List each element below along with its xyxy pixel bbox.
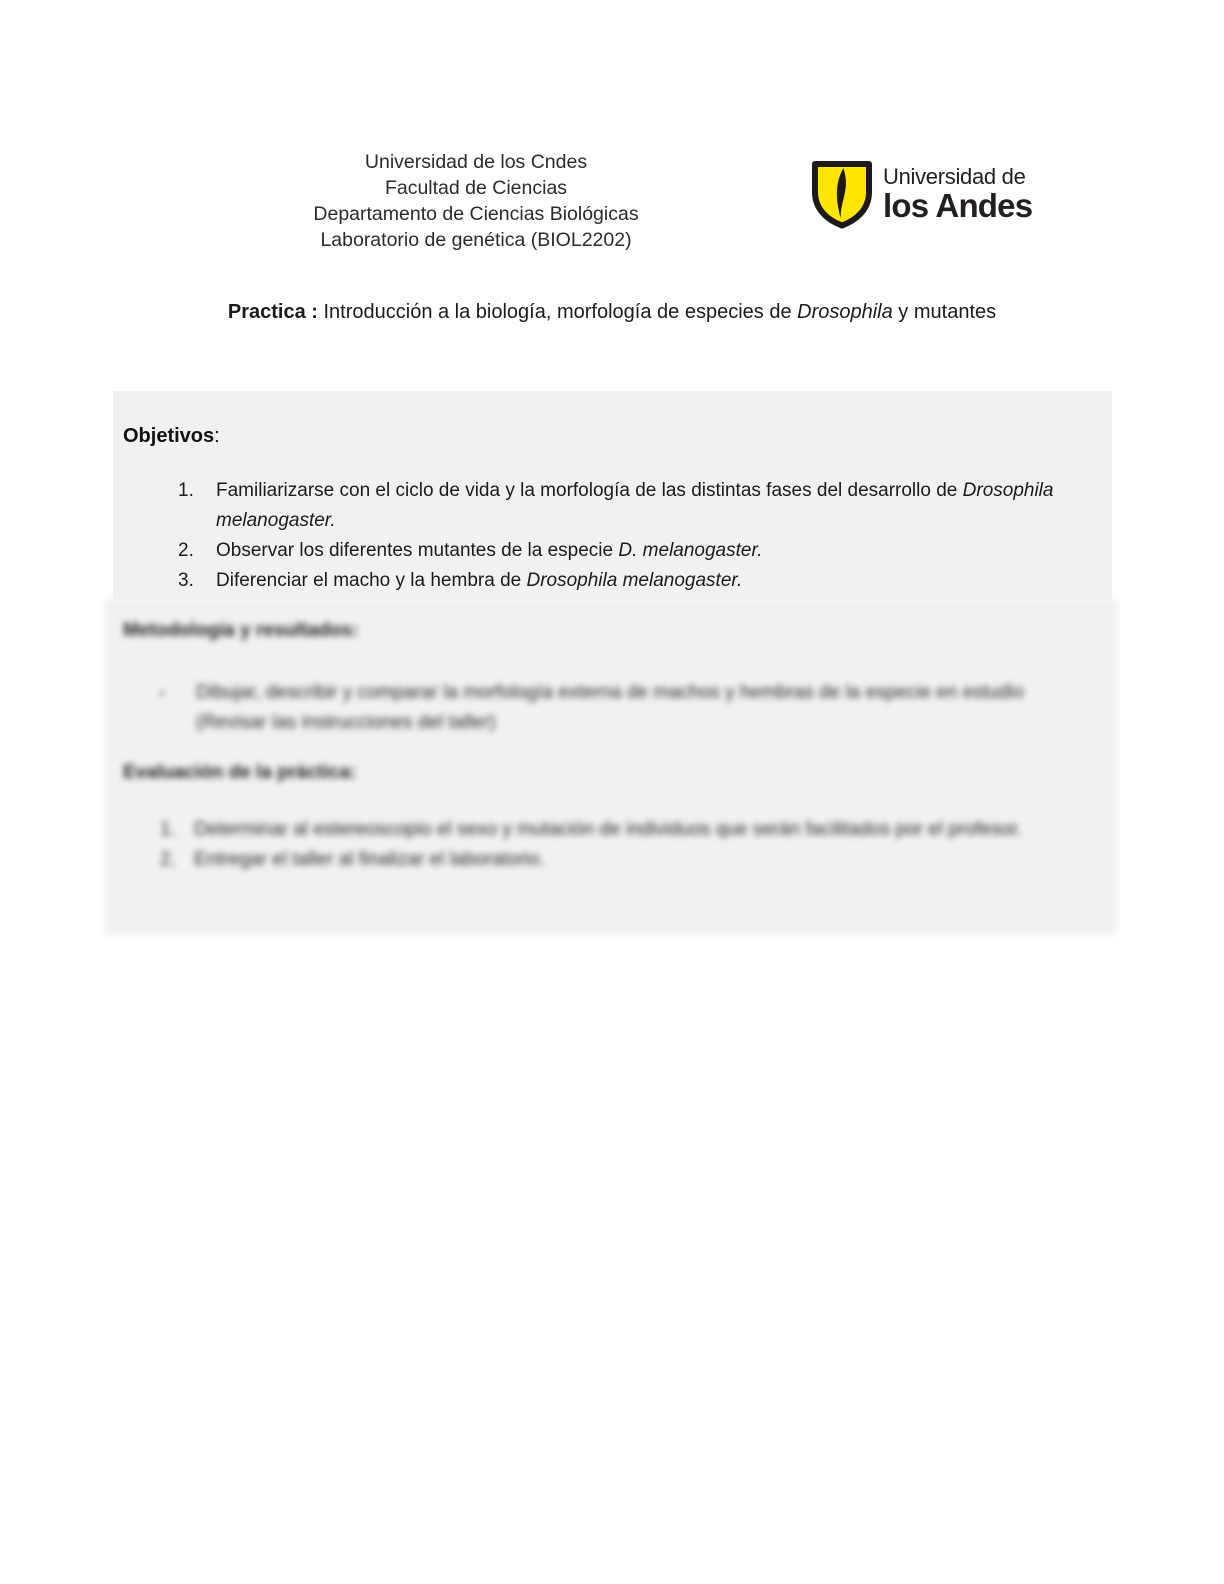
logo-line-universidad-de: Universidad de [883,164,1026,189]
bullet-text: Dibujar, describir y comparar la morfología externa de machos y hembras de la especie en estudio (Revisar las instrucciones del taller) [196,682,1024,733]
objetivos-heading-text: Objetivos [123,425,215,447]
header-line-faculty: Facultad de Ciencias [384,177,568,199]
methodology-heading: Metodología y resultados: [123,620,359,641]
header-line-lab-course: Laboratorio de genética (BIOL2202) [320,229,632,251]
practica-species-italic: Drosophila [797,301,893,323]
item-text-italic: Drosophila melanogaster. [216,480,1054,531]
header-line-university: Universidad de los Cndes [364,151,588,173]
objetivos-section [113,391,1112,600]
item-number: 2. [178,540,194,561]
objetivos-list [123,476,1062,596]
item-text-normal: Observar los diferentes mutantes de la especie [216,540,614,561]
logo-wordmark [883,160,1032,222]
item-text-italic: Drosophila melanogaster. [526,570,743,591]
objetivos-heading [123,423,1062,449]
objetivos-item-1 [178,476,1062,536]
objetivos-item-2 [178,536,1062,566]
header-line-department: Departamento de Ciencias Biológicas [313,203,639,225]
university-logo [810,160,1032,229]
objetivos-heading-colon: : [214,425,220,447]
item-text: Determinar al estereoscopio el sexo y mutación de individuos que serán facilitados por el profesor. [194,819,1023,840]
logo-line-los-andes: los Andes [883,187,1033,224]
evaluation-item-1 [160,815,1057,845]
practica-label: Practica : [227,301,318,323]
item-number: 1. [160,819,176,840]
practica-text-before: Introducción a la biología, morfología de especies de [323,301,792,323]
practica-text-after: y mutantes [898,301,997,323]
evaluation-list [123,815,1057,875]
item-number: 3. [178,570,194,591]
item-text: Entregar el taller al finalizar el laboratorio. [194,849,545,870]
item-text [204,476,1062,536]
item-number: 2. [160,849,176,870]
evaluation-heading: Evaluación de la práctica: [123,762,357,783]
censored-section [105,598,1117,935]
item-text-normal: Familiarizarse con el ciclo de vida y la morfología de las distintas fases del desarrollo de [216,480,958,501]
university-header [156,149,796,253]
practica-title [0,299,1224,325]
objetivos-item-3 [178,566,1062,596]
item-text-italic: D. melanogaster. [618,540,763,561]
methodology-bullet-item [160,678,1057,738]
evaluation-item-2 [160,845,1057,875]
item-text [204,536,1062,566]
item-text [204,566,1062,596]
bullet-icon: ▪ [160,686,165,700]
item-text-normal: Diferenciar el macho y la hembra de [216,570,522,591]
uniandes-shield-icon [810,160,874,229]
item-number: 1. [178,480,194,501]
